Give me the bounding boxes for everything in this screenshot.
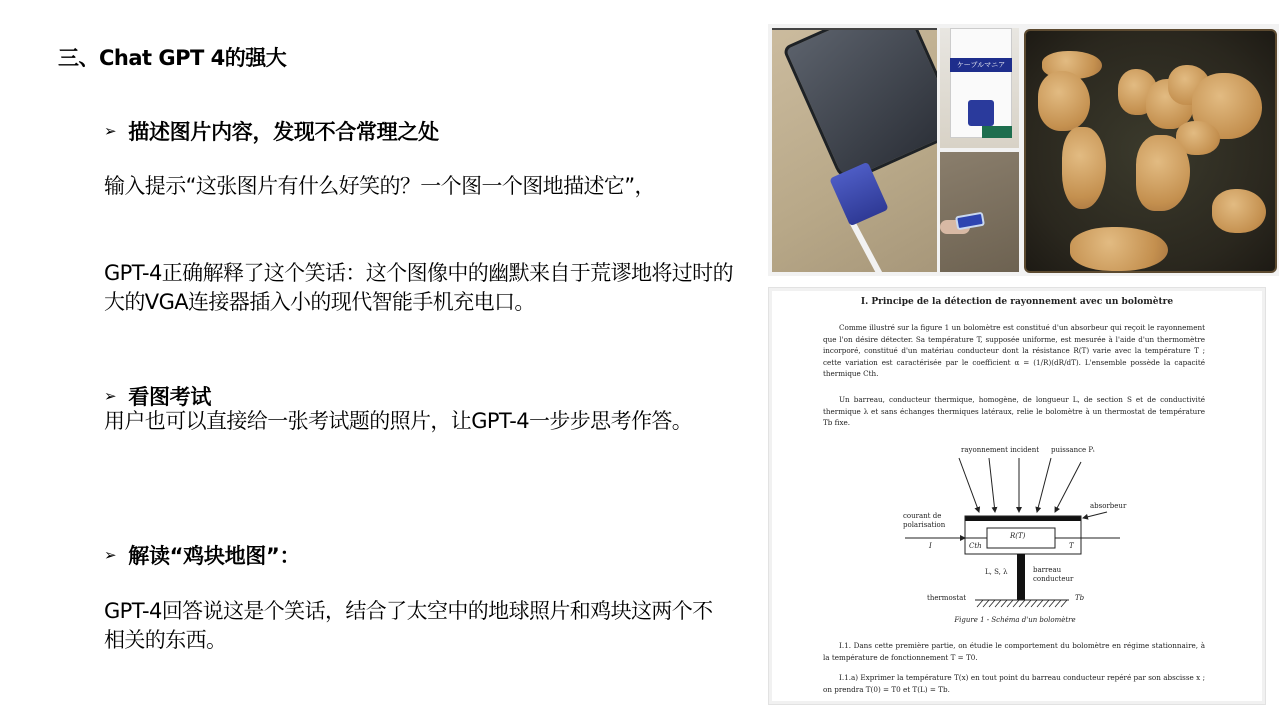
exam-question-1a: I.1.a) Exprimer la température T(x) en tout point du barreau conducteur repéré par son abscisse x ; on prendra T(0) = T0 et T(L) = Tb.	[823, 673, 1205, 694]
bolometer-figure: rayonnement incident puissance Pᵢ absorbeur courant de polarisation I Cth R(T) T L, S, λ barreau conducteur thermostat Tb Figure 1 - Schéma d'un bolomètre	[885, 436, 1145, 626]
arrow-bullet-icon: ➢	[104, 122, 117, 140]
paragraph-nugget-map: GPT-4回答说这是个笑话，结合了太空中的地球照片和鸡块这两个不相关的东西。	[104, 599, 713, 652]
exam-title: I. Principe de la détection de rayonnement avec un bolomètre	[860, 297, 1174, 307]
photo-chicken-nugget-map	[1024, 29, 1277, 273]
exam-question-1: I.1. Dans cette première partie, on étudie le comportement du bolomètre en régime stationnaire, à la température de fonctionnement T = T0.	[823, 641, 1205, 662]
section-heading-describe-image	[104, 116, 439, 146]
exam-paragraph-2: Un barreau, conducteur thermique, homogène, de longueur L, de section S et de conductivité thermique λ et sans échanges thermiques latéraux, relie le bolomètre à un thermostat de température Tb fixe.	[823, 395, 1205, 428]
section-heading-text: 解读“鸡块地图”：	[128, 544, 301, 568]
exam-question-photo	[768, 287, 1266, 705]
photo-adapter-package	[940, 28, 1019, 148]
paragraph-exam: 用户也可以直接给一张考试题的照片，让GPT-4一步步思考作答。	[104, 409, 693, 433]
exam-paragraph-1: Comme illustré sur la figure 1 un bolomètre est constitué d'un absorbeur qui reçoit le rayonnement que l'on désire détecter. Sa température T, supposée uniforme, est mesurée à l'aide d'un thermomètre incorporé, constitué d'un matériau conducteur dont la résistance R(T) varie avec la température T ; cette variation est caractérisée par le coefficient α = (1/R)(dR/dT). L'ensemble possède la capacité thermique Cth.	[823, 323, 1205, 379]
section-heading-nugget-map	[104, 540, 300, 570]
paragraph-gpt4-explanation: GPT-4正确解释了这个笑话：这个图像中的幽默来自于荒谬地将过时的大的VGA连接器插入小的现代智能手机充电口。	[104, 261, 733, 314]
slide-title: 三、Chat GPT 4的强大	[58, 46, 287, 70]
photo-adapter-in-hand	[940, 152, 1019, 272]
section-heading-text: 描述图片内容，发现不合常理之处	[128, 120, 439, 144]
photo-phone-vga	[772, 28, 937, 272]
paragraph-prompt: 输入提示“这张图片有什么好笑的？一个图一个图地描述它”，	[104, 174, 655, 198]
arrow-bullet-icon: ➢	[104, 387, 117, 405]
smartphone-image	[782, 28, 937, 185]
figure-caption: Figure 1 - Schéma d'un bolomètre	[954, 616, 1076, 624]
adapter-image	[955, 212, 985, 231]
composite-photo-vga-and-nuggets	[768, 24, 1279, 276]
section-heading-text: 看图考试	[128, 385, 212, 409]
arrow-bullet-icon: ➢	[104, 546, 117, 564]
package-label: ケーブルマニア	[950, 58, 1012, 72]
